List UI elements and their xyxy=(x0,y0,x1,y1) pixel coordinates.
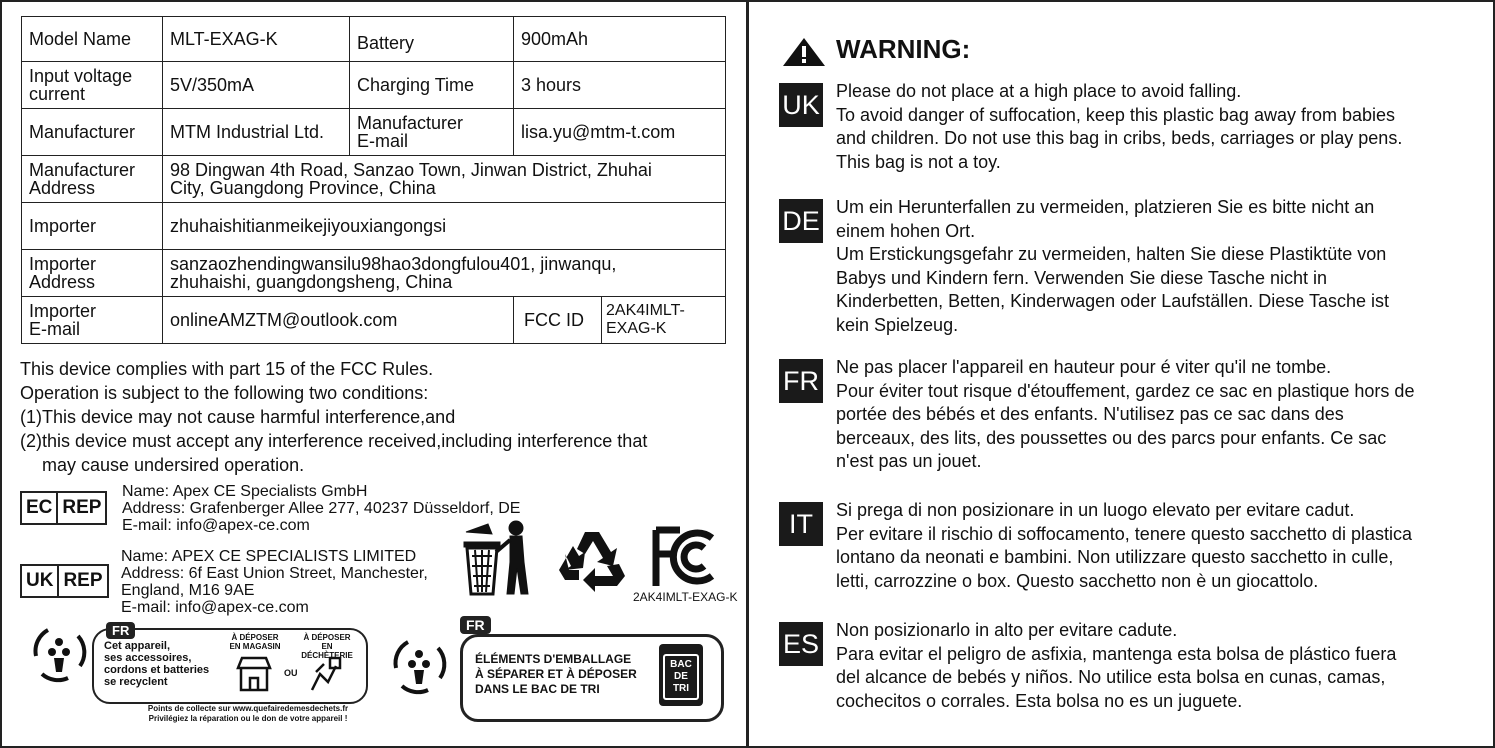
triman-weee-tab: FR xyxy=(106,622,135,639)
manufacturer-label: Manufacturer xyxy=(22,109,163,156)
triman-weee-col1 xyxy=(228,633,282,651)
lang-badge-de: DE xyxy=(779,199,823,243)
importer-label: Importer xyxy=(22,203,163,250)
table-row xyxy=(22,156,726,203)
warning-line: berceaux, des lits, des poussettes ou des parcs pour enfants. Ce sac xyxy=(836,427,1387,448)
triman-weee-line4: se recyclent xyxy=(104,676,168,688)
triman-weee-footer xyxy=(120,704,376,724)
importer-address-line1: sanzaozhendingwansilu98hao3dongfulou401, jinwanqu, xyxy=(170,254,617,274)
warning-line: cochecitos o corrales. Esta bolsa no es un juguete. xyxy=(836,690,1243,711)
ec-rep-email: E-mail: info@apex-ce.com xyxy=(122,517,310,534)
triman-weee-col2-line2: EN DÉCHÈTERIE xyxy=(301,642,353,660)
fcc-logo-icon xyxy=(650,524,724,590)
fcc-id-label: FCC ID xyxy=(514,297,602,344)
warning-line: del alcance de bebés y niños. No utilice esta bolsa en cunas, camas, xyxy=(836,667,1386,687)
importer-address-label-line1: Importer xyxy=(29,254,97,274)
triman-packaging-line2: À SÉPARER ET À DÉPOSER xyxy=(475,667,637,681)
model-name-label: Model Name xyxy=(22,17,163,62)
table-row xyxy=(22,297,726,344)
importer-address-label-line2: Address xyxy=(29,272,96,292)
warning-line: Ne pas placer l'appareil en hauteur pour é viter qu'il ne tombe. xyxy=(836,357,1332,377)
mfr-address-line2: City, Guangdong Province, China xyxy=(170,178,436,198)
mfr-address-value xyxy=(163,156,726,203)
triman-weee-col1-line1: À DÉPOSER xyxy=(231,633,279,642)
triman-weee-col2-line1: À DÉPOSER xyxy=(303,633,351,642)
mfr-address-label xyxy=(22,156,163,203)
lang-badge-es: ES xyxy=(779,622,823,666)
uk-rep-address-line1: Address: 6f East Union Street, Manchester, xyxy=(121,565,428,582)
input-label-line2: current xyxy=(29,84,86,104)
warning-line: einem hohen Ort. xyxy=(836,220,976,241)
uk-rep-address-line2: England, M16 9AE xyxy=(121,582,255,599)
sorting-bin-label xyxy=(663,654,699,700)
warning-line: Non posizionarlo in alto per evitare cadute. xyxy=(836,620,1178,640)
lang-badge-it: IT xyxy=(779,502,823,546)
lang-badge-uk: UK xyxy=(779,83,823,127)
triman-weee-line3: cordons et batteries xyxy=(104,664,210,676)
warning-text-it xyxy=(836,499,1476,593)
mfr-email-label-line2: E-mail xyxy=(357,131,409,151)
warning-line: kein Spielzeug. xyxy=(836,314,959,335)
mfr-address-line1: 98 Dingwan 4th Road, Sanzao Town, Jinwan District, Zhuhai xyxy=(170,160,652,180)
importer-email-value: onlineAMZTM@outlook.com xyxy=(163,297,514,344)
triman-weee-footer-line1: Points de collecte sur www.quefairedemesdechets.fr xyxy=(147,704,349,713)
ec-rep-name: Name: Apex CE Specialists GmbH xyxy=(122,483,368,500)
store-icon xyxy=(234,654,274,694)
mfr-address-label-line2: Address xyxy=(29,178,96,198)
uk-rep-badge-left: UK xyxy=(26,570,54,591)
triman-packaging-line1: ÉLÉMENTS D'EMBALLAGE xyxy=(475,652,632,666)
input-label xyxy=(22,62,163,109)
uk-rep-info xyxy=(121,548,428,616)
mfr-email-value: lisa.yu@mtm-t.com xyxy=(514,109,726,156)
table-row xyxy=(22,62,726,109)
fcc-line4: (2)this device must accept any interference received,including interference that xyxy=(20,431,648,451)
warning-line: Babys und Kindern fern. Verwenden Sie diese Tasche nicht in xyxy=(836,267,1327,288)
mfr-email-label xyxy=(350,109,514,156)
triman-weee-line1: Cet appareil, xyxy=(104,640,171,652)
ec-rep-badge-left: EC xyxy=(26,497,53,518)
warning-line: Um ein Herunterfallen zu vermeiden, platzieren Sie es bitte nicht an xyxy=(836,197,1375,217)
triman-weee-text xyxy=(104,640,209,688)
mfr-email-label-line1: Manufacturer xyxy=(357,113,464,133)
sorting-bin-line2: DE xyxy=(674,671,688,682)
recycle-icon xyxy=(555,528,627,594)
warning-text-de xyxy=(836,196,1476,337)
fcc-line3: (1)This device may not cause harmful interference,and xyxy=(20,407,456,427)
fcc-line5: may cause undersired operation. xyxy=(42,455,305,475)
importer-value: zhuhaishitianmeikejiyouxiangongsi xyxy=(163,203,726,250)
sorting-bin-line3: TRI xyxy=(672,683,690,694)
wheelie-bin-icon xyxy=(458,518,540,600)
warning-text-es xyxy=(836,619,1476,713)
ec-rep-address: Address: Grafenberger Allee 277, 40237 Düsseldorf, DE xyxy=(122,500,521,517)
warning-triangle-icon xyxy=(781,36,827,68)
warning-line: and children. Do not use this bag in cribs, beds, carriages or play pens. xyxy=(836,128,1403,148)
warning-line: To avoid danger of suffocation, keep this plastic bag away from babies xyxy=(836,104,1396,125)
warning-line: letti, carrozzine o box. Questo sacchetto non è un giocattolo. xyxy=(836,570,1319,591)
input-value: 5V/350mA xyxy=(163,62,350,109)
table-row xyxy=(22,203,726,250)
warning-line: n'est pas un jouet. xyxy=(836,451,982,471)
triman-packaging-text xyxy=(475,652,637,697)
mfr-address-label-line1: Manufacturer xyxy=(29,160,136,180)
battery-label: Battery xyxy=(350,17,514,62)
fcc-line1: This device complies with part 15 of the FCC Rules. xyxy=(20,359,434,379)
importer-email-label-line1: Importer xyxy=(29,301,97,321)
uk-rep-email: E-mail: info@apex-ce.com xyxy=(121,599,309,616)
warning-line: Per evitare il rischio di soffocamento, tenere questo sacchetto di plastica xyxy=(836,523,1412,544)
sorting-bin-line1: BAC xyxy=(670,659,692,670)
warning-title: WARNING: xyxy=(836,34,971,64)
importer-email-label-line2: E-mail xyxy=(29,319,81,339)
warning-line: Please do not place at a high place to avoid falling. xyxy=(836,81,1242,101)
lang-badge-fr: FR xyxy=(779,359,823,403)
uk-rep-name: Name: APEX CE SPECIALISTS LIMITED xyxy=(121,548,417,565)
warning-text-fr xyxy=(836,356,1476,474)
importer-email-label xyxy=(22,297,163,344)
uk-rep-badge-right: REP xyxy=(57,566,106,596)
model-name-value: MLT-EXAG-K xyxy=(163,17,350,62)
triman-icon xyxy=(28,622,90,684)
fcc-statement xyxy=(20,357,647,477)
input-label-line1: Input voltage xyxy=(29,66,133,86)
warning-line: Para evitar el peligro de asfixia, mantenga esta bolsa de plástico fuera xyxy=(836,643,1397,664)
uk-rep-badge xyxy=(20,564,109,598)
table-row xyxy=(22,109,726,156)
triman-weee-or: OU xyxy=(284,668,298,678)
triman-weee-col1-line2: EN MAGASIN xyxy=(229,642,281,651)
warning-line: lontano da neonati e bambini. Non utilizzare questo sacchetto in culle, xyxy=(836,547,1394,567)
warning-line: Kinderbetten, Betten, Kinderwagen oder Laufställen. Diese Tasche ist xyxy=(836,291,1390,311)
warning-line: Um Erstickungsgefahr zu vermeiden, halten Sie diese Plastiktüte von xyxy=(836,244,1387,264)
warning-line: This bag is not a toy. xyxy=(836,151,1001,172)
warning-line: Si prega di non posizionare in un luogo elevato per evitare cadut. xyxy=(836,500,1355,520)
importer-address-label xyxy=(22,250,163,297)
triman-packaging-tab: FR xyxy=(460,616,491,634)
battery-value: 900mAh xyxy=(514,17,726,62)
warning-line: portée des bébés et des enfants. N'utilisez pas ce sac dans des xyxy=(836,404,1344,424)
triman-weee-footer-line2: Privilégiez la réparation ou le don de votre appareil ! xyxy=(148,714,348,723)
charging-value: 3 hours xyxy=(514,62,726,109)
fcc-id-value: 2AK4IMLT-EXAG-K xyxy=(602,297,726,344)
triman-weee-line2: ses accessoires, xyxy=(104,652,192,664)
table-row xyxy=(22,250,726,297)
triman-packaging-line3: DANS LE BAC DE TRI xyxy=(475,682,600,696)
fcc-line2: Operation is subject to the following two conditions: xyxy=(20,383,429,403)
warning-line: Pour éviter tout risque d'étouffement, gardez ce sac en plastique hors de xyxy=(836,380,1415,401)
triman-packaging-icon xyxy=(388,634,450,696)
importer-address-line2: zhuhaishi, guangdongsheng, China xyxy=(170,272,453,292)
manufacturer-value: MTM Industrial Ltd. xyxy=(163,109,350,156)
hand-disposal-icon xyxy=(306,652,346,694)
ec-rep-badge-right: REP xyxy=(56,493,105,523)
table-row xyxy=(22,17,726,62)
importer-address-value xyxy=(163,250,726,297)
warning-text-uk xyxy=(836,80,1476,174)
ec-rep-badge xyxy=(20,491,107,525)
charging-label: Charging Time xyxy=(350,62,514,109)
fcc-logo-caption: 2AK4IMLT-EXAG-K xyxy=(633,590,738,604)
spec-table xyxy=(21,16,726,344)
